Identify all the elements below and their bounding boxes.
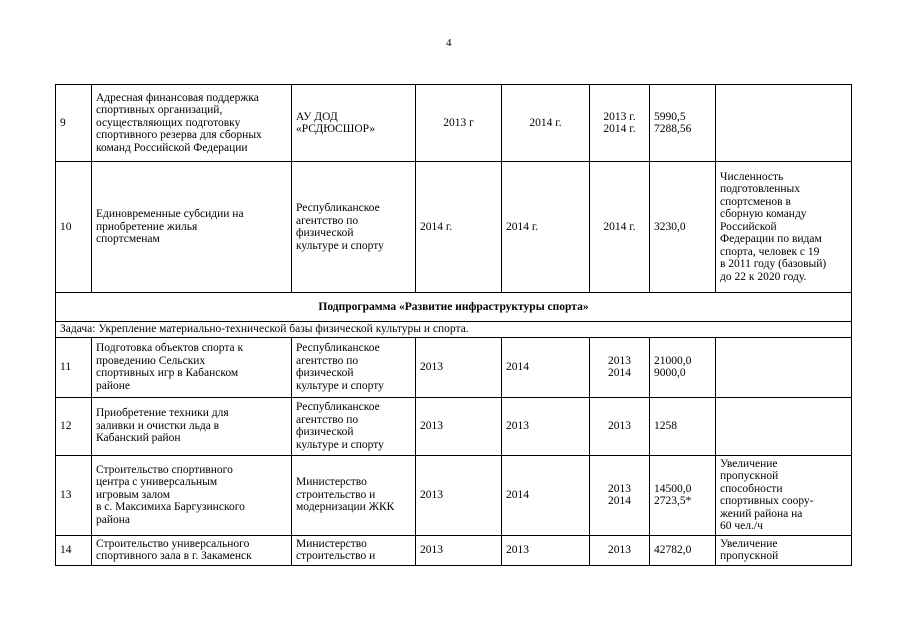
funding-years: 2014 г. [590, 162, 650, 293]
row-number: 12 [56, 397, 92, 455]
program-table [55, 84, 852, 566]
indicator [716, 397, 852, 455]
executor: Республиканское агентство по физической культуре и спорту [292, 337, 416, 397]
executor: АУ ДОД «РСДЮСШОР» [292, 85, 416, 162]
end-date: 2014 г. [502, 162, 590, 293]
indicator: Численность подготовленных спортсменов в сборную команду Российской Федерации по видам спорта, человек с 19 в 2011 году (базовый) до 22 к 2020 году. [716, 162, 852, 293]
start-date: 2014 г. [416, 162, 502, 293]
funding-amount: 5990,5 7288,56 [650, 85, 716, 162]
funding-years: 2013 г. 2014 г. [590, 85, 650, 162]
start-date: 2013 [416, 397, 502, 455]
task-row [56, 322, 852, 338]
start-date: 2013 [416, 337, 502, 397]
start-date: 2013 [416, 535, 502, 565]
funding-amount: 21000,0 9000,0 [650, 337, 716, 397]
end-date: 2014 [502, 455, 590, 535]
activity-name: Подготовка объектов спорта к проведению Сельских спортивных игр в Кабанском районе [92, 337, 292, 397]
task-text: Задача: Укрепление материально-технической базы физической культуры и спорта. [56, 322, 852, 338]
page-number: 4 [446, 37, 452, 49]
start-date: 2013 г [416, 85, 502, 162]
activity-name: Адресная финансовая поддержка спортивных организаций, осуществляющих подготовку спортивного резерва для сборных команд Российской Федерации [92, 85, 292, 162]
row-number: 13 [56, 455, 92, 535]
indicator: Увеличение пропускной [716, 535, 852, 565]
indicator [716, 337, 852, 397]
funding-years: 2013 2014 [590, 337, 650, 397]
subprogram-title: Подпрограмма «Развитие инфраструктуры спорта» [56, 293, 852, 322]
indicator: Увеличение пропускной способности спортивных соору- жений района на 60 чел./ч [716, 455, 852, 535]
start-date: 2013 [416, 455, 502, 535]
executor: Министерство строительство и [292, 535, 416, 565]
funding-amount: 1258 [650, 397, 716, 455]
activity-name: Приобретение техники для заливки и очистки льда в Кабанский район [92, 397, 292, 455]
executor: Министерство строительство и модернизации ЖКК [292, 455, 416, 535]
activity-name: Строительство спортивного центра с универсальным игровым залом в с. Максимиха Баргузинского района [92, 455, 292, 535]
table-row [56, 162, 852, 293]
end-date: 2014 [502, 337, 590, 397]
activity-name: Строительство универсального спортивного зала в г. Закаменск [92, 535, 292, 565]
end-date: 2013 [502, 535, 590, 565]
row-number: 9 [56, 85, 92, 162]
end-date: 2013 [502, 397, 590, 455]
table-row [56, 337, 852, 397]
indicator [716, 85, 852, 162]
table-row [56, 535, 852, 565]
row-number: 10 [56, 162, 92, 293]
table-row [56, 455, 852, 535]
executor: Республиканское агентство по физической культуре и спорту [292, 397, 416, 455]
table-row [56, 397, 852, 455]
row-number: 11 [56, 337, 92, 397]
funding-amount: 3230,0 [650, 162, 716, 293]
funding-years: 2013 [590, 397, 650, 455]
executor: Республиканское агентство по физической культуре и спорту [292, 162, 416, 293]
subprogram-row [56, 293, 852, 322]
row-number: 14 [56, 535, 92, 565]
funding-years: 2013 [590, 535, 650, 565]
activity-name: Единовременные субсидии на приобретение жилья спортсменам [92, 162, 292, 293]
end-date: 2014 г. [502, 85, 590, 162]
funding-amount: 14500,0 2723,5* [650, 455, 716, 535]
funding-amount: 42782,0 [650, 535, 716, 565]
funding-years: 2013 2014 [590, 455, 650, 535]
table-row [56, 85, 852, 162]
